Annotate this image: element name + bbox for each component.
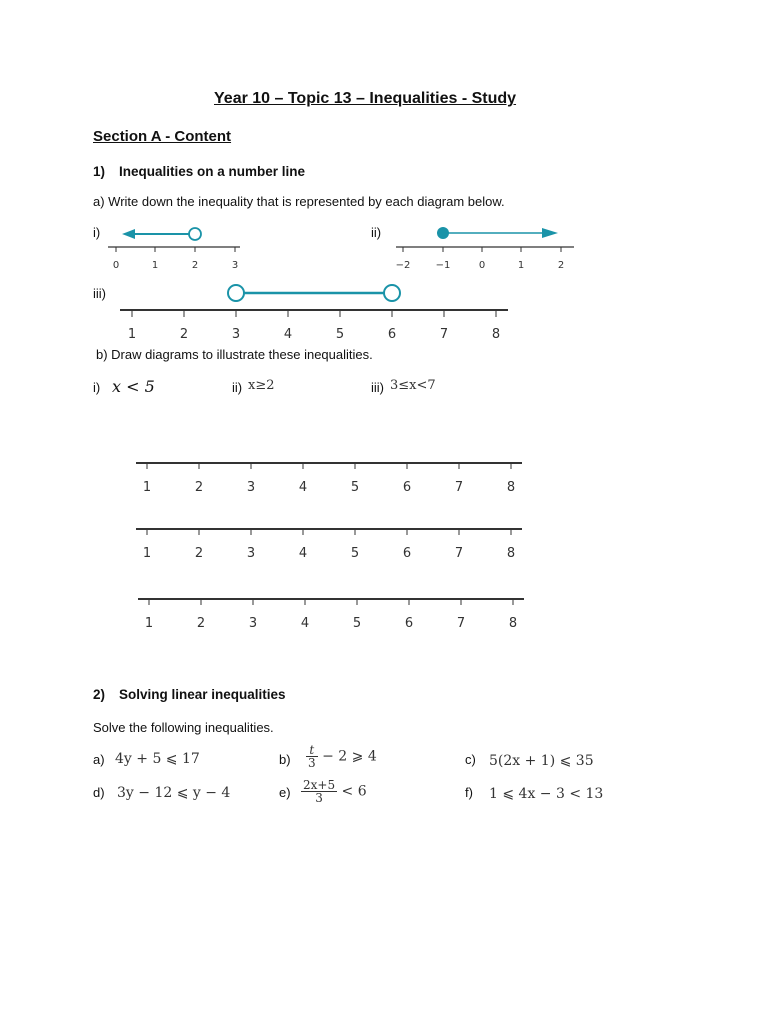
tick-label: 3 (248, 616, 258, 631)
q1b-ii-label: ii) (232, 380, 243, 395)
blank-number-line-3 (132, 586, 532, 636)
tick-label: 3 (231, 260, 239, 271)
tick-label: 3 (246, 480, 256, 495)
q2e-expr (301, 779, 367, 804)
q2-heading: Solving linear inequalities (119, 687, 286, 702)
tick-label: 3 (246, 546, 256, 561)
tick-label: 8 (506, 546, 516, 561)
q1b-prompt: b) Draw diagrams to illustrate these inequalities. (96, 347, 373, 362)
q2c-expr: 5(2x + 1) ⩽ 35 (489, 753, 594, 769)
q1a-prompt: a) Write down the inequality that is represented by each diagram below. (93, 194, 505, 209)
q1a-ii-label: ii) (371, 225, 382, 240)
q2c-label: c) (465, 752, 476, 767)
tick-label: 2 (194, 480, 204, 495)
numerator: 2x+5 (303, 778, 336, 792)
tick-label: 1 (142, 480, 152, 495)
tick-label: 6 (402, 480, 412, 495)
q1b-i-expr: x < 5 (112, 377, 155, 396)
tick-label: 2 (196, 616, 206, 631)
blank-number-line-2 (130, 516, 530, 566)
tick-label: 4 (298, 546, 308, 561)
tick-label: 2 (179, 327, 189, 342)
tick-label: 5 (335, 327, 345, 342)
q2b-expr (306, 744, 377, 769)
tick-label: 8 (506, 480, 516, 495)
tick-label: 7 (439, 327, 449, 342)
q2a-expr: 4y + 5 ⩽ 17 (115, 751, 200, 767)
q1a-i-label: i) (93, 225, 101, 240)
open-circle (189, 228, 201, 240)
q1b-ii-expr: x≥2 (248, 378, 275, 393)
q2f-expr: 1 ⩽ 4x − 3 < 13 (489, 786, 604, 802)
blank-number-line-1 (130, 450, 530, 500)
tick-label: 0 (478, 260, 486, 271)
tick-label: 6 (404, 616, 414, 631)
q2-number: 2) (93, 687, 106, 702)
closed-circle (437, 227, 449, 239)
fraction (301, 779, 337, 804)
tick-label: 4 (300, 616, 310, 631)
section-a-heading: Section A - Content (93, 128, 232, 145)
open-circle (384, 285, 400, 301)
number-line-iii (115, 280, 515, 345)
tick-label: 3 (231, 327, 241, 342)
q2f-label: f) (465, 785, 473, 800)
number-line-ii (390, 220, 580, 275)
q1b-i-label: i) (93, 380, 101, 395)
page-title: Year 10 – Topic 13 – Inequalities - Study (214, 90, 517, 107)
expr-rest: < 6 (341, 783, 367, 800)
tick-label: 6 (402, 546, 412, 561)
tick-label: 5 (352, 616, 362, 631)
tick-label: 2 (191, 260, 199, 271)
arrow-right-icon (542, 228, 558, 238)
q1b-iii-label: iii) (371, 380, 384, 395)
tick-label: 5 (350, 546, 360, 561)
open-circle (228, 285, 244, 301)
arrow-left-icon (122, 229, 135, 239)
numerator: t (306, 744, 318, 757)
q2b-label: b) (279, 752, 291, 767)
q1a-iii-label: iii) (93, 286, 106, 301)
tick-label: 8 (508, 616, 518, 631)
fraction (306, 744, 318, 769)
denominator: 3 (315, 791, 323, 805)
denominator: 3 (308, 756, 316, 770)
tick-label: 7 (454, 480, 464, 495)
tick-label: 4 (298, 480, 308, 495)
q1b-iii-expr: 3≤x<7 (390, 378, 436, 393)
expr-rest: − 2 ⩾ 4 (322, 748, 377, 765)
q2d-label: d) (93, 785, 105, 800)
tick-label: 1 (127, 327, 137, 342)
q2-prompt: Solve the following inequalities. (93, 720, 274, 735)
number-line-i (100, 220, 250, 275)
q2e-label: e) (279, 785, 291, 800)
tick-label: 1 (144, 616, 154, 631)
tick-label: 2 (557, 260, 565, 271)
tick-label: 1 (142, 546, 152, 561)
tick-label: 0 (112, 260, 120, 271)
tick-label: 8 (491, 327, 501, 342)
tick-label: 7 (454, 546, 464, 561)
q2d-expr: 3y − 12 ⩽ y − 4 (117, 785, 231, 801)
tick-label: 1 (517, 260, 525, 271)
tick-label: −1 (435, 260, 451, 271)
q1-heading: Inequalities on a number line (119, 164, 306, 179)
q2a-label: a) (93, 752, 105, 767)
tick-label: 1 (151, 260, 159, 271)
tick-label: −2 (395, 260, 411, 271)
tick-label: 5 (350, 480, 360, 495)
tick-label: 4 (283, 327, 293, 342)
tick-label: 2 (194, 546, 204, 561)
tick-label: 6 (387, 327, 397, 342)
q1-number: 1) (93, 164, 106, 179)
tick-label: 7 (456, 616, 466, 631)
